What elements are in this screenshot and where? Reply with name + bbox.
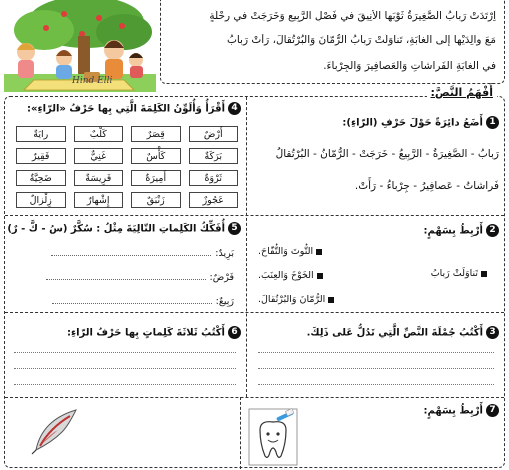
row-divider-3 bbox=[5, 397, 504, 398]
word-cell[interactable]: كَأْسٌ bbox=[131, 148, 181, 164]
match-subject[interactable]: تَناوَلَتْ رَبابُ bbox=[431, 268, 487, 279]
signature: Hind Elli bbox=[72, 76, 113, 86]
section-3-number: 3 bbox=[486, 326, 499, 339]
story-line-3: في الغابَةِ الفَراشاتِ وَالعَصافِيرَ وَالجِرْباءَ. bbox=[323, 60, 496, 72]
column-divider-bottom bbox=[240, 397, 241, 469]
section-4-title bbox=[27, 102, 241, 115]
word-cell[interactable]: بَرَكَةٌ bbox=[189, 148, 239, 164]
answer-line[interactable] bbox=[14, 352, 236, 353]
section-2-number: 2 bbox=[486, 224, 499, 237]
row-divider-1 bbox=[5, 215, 504, 216]
section-3-title bbox=[307, 326, 499, 339]
section-6-title-text: أَكْتُبُ ثَلاثَةَ كَلِماتٍ بِها حَرْفُ الرّاءِ: bbox=[67, 327, 225, 339]
section-3-title-text: أَكْتُبُ جُمْلَةَ النَّصِّ الَّتِي تَدُلُّ عَلى ذَلِكَ. bbox=[306, 327, 483, 339]
section-5-title-text: أُفَكِّكُ الكَلِماتِ التّالِيَةَ مِثْلُ : سُكَّرٌ (سُ - كَّ - رٌ) bbox=[7, 223, 225, 235]
word-cell[interactable]: أَرْضٌ bbox=[189, 126, 239, 142]
answer-line[interactable] bbox=[258, 352, 494, 353]
section-1-words-line-1: رَبابُ - الصَّغِيرَةُ - الرَّبِيعُ - خَرَجَتْ - الرُّمّانُ - البُرْتُقالُ bbox=[275, 148, 499, 160]
column-divider bbox=[246, 97, 247, 397]
bullet-icon bbox=[316, 249, 322, 255]
story-line-2: مَعَ والِدَيْها إلى الغابَةِ، تَناوَلَتْ رَبابُ الرُّمّانَ وَالبُرْتُقالَ، رَأَتْ رَبابُ bbox=[226, 34, 496, 46]
decompose-row-3[interactable]: رَبِيعٌ: bbox=[14, 296, 234, 307]
answer-line[interactable] bbox=[258, 384, 494, 385]
story-box bbox=[160, 0, 505, 84]
section-1-number: 1 bbox=[486, 116, 499, 129]
word-cell[interactable]: ثَرْوَةٌ bbox=[189, 170, 239, 186]
word-cell[interactable]: غَنِيٌّ bbox=[74, 148, 124, 164]
word-cell[interactable]: زَنْبَقٌ bbox=[131, 192, 181, 208]
answer-line[interactable] bbox=[14, 384, 236, 385]
section-6-number: 6 bbox=[228, 326, 241, 339]
row-divider-2 bbox=[5, 312, 504, 313]
word-cell[interactable]: فَرِيسَةٌ bbox=[74, 170, 124, 186]
word-cell[interactable]: إِشْهارٌ bbox=[74, 192, 124, 208]
section-4-title-text: أَقْرَأُ وَأُلَوِّنُ الكَلِمَةَ الَّتِي بِها حَرْفُ «الرّاءِ»: bbox=[27, 103, 225, 115]
match-option-2[interactable]: الخَوْخَ وَالعِنَبَ. bbox=[258, 270, 323, 281]
section-header: أَفْهَمُ النَّصَّ: bbox=[427, 86, 498, 99]
answer-line[interactable] bbox=[258, 368, 494, 369]
section-1-words-line-2: فَراشاتُ - عَصافِيرُ - جِرْباءُ - رَأَتْ. bbox=[354, 180, 499, 192]
story-line-1: اِرْتَدَتْ رَبابُ الصَّغِيرَةُ ثَوْبَها الأَنِيقَ في فَصْلِ الرَّبِيعِ وَخَرَجَتْ في رِحْلَةٍ bbox=[209, 10, 496, 22]
word-cell[interactable]: فَقِيرٌ bbox=[16, 148, 66, 164]
section-1-title bbox=[342, 116, 499, 129]
section-5-number: 5 bbox=[228, 222, 241, 235]
section-7-title-text: أَرْبِطُ بِسَهْمٍ: bbox=[423, 405, 483, 417]
decompose-row-1[interactable]: بَرِيدٌ: bbox=[14, 248, 234, 259]
section-2-title bbox=[423, 224, 499, 237]
decompose-row-2[interactable]: فَرْضٌ: bbox=[14, 272, 234, 283]
tooth-with-brush-icon[interactable] bbox=[248, 408, 298, 466]
section-5-title bbox=[7, 222, 241, 235]
match-option-3[interactable]: الرُّمّانَ وَالبُرْتُقالَ. bbox=[258, 294, 334, 305]
bullet-icon bbox=[328, 297, 334, 303]
section-7-title bbox=[423, 404, 499, 417]
word-cell[interactable]: رايَةٌ bbox=[16, 126, 66, 142]
bullet-icon bbox=[481, 271, 487, 277]
section-6-title bbox=[67, 326, 241, 339]
word-cell[interactable]: كَلْبٌ bbox=[74, 126, 124, 142]
word-cell[interactable]: أَمِيرَةٌ bbox=[131, 170, 181, 186]
answer-line[interactable] bbox=[14, 368, 236, 369]
section-1-title-text: أَضَعُ دائِرَةً حَوْلَ حَرْفِ (الرّاءِ): bbox=[342, 117, 483, 129]
word-cell[interactable]: عَجُوزٌ bbox=[189, 192, 239, 208]
word-cell[interactable]: ضَحِيَّةٌ bbox=[16, 170, 66, 186]
section-2-title-text: أَرْبِطُ بِسَهْمٍ: bbox=[423, 225, 483, 237]
match-option-1[interactable]: التُّوتَ وَالتُّفّاحَ. bbox=[258, 246, 322, 257]
section-4-number: 4 bbox=[228, 102, 241, 115]
word-cell[interactable]: زِلْزالٌ bbox=[16, 192, 66, 208]
feather-icon[interactable] bbox=[28, 404, 82, 456]
word-cell[interactable]: قِصَرٌ bbox=[131, 126, 181, 142]
section-7-number: 7 bbox=[486, 404, 499, 417]
word-grid bbox=[16, 126, 238, 208]
bullet-icon bbox=[317, 273, 323, 279]
